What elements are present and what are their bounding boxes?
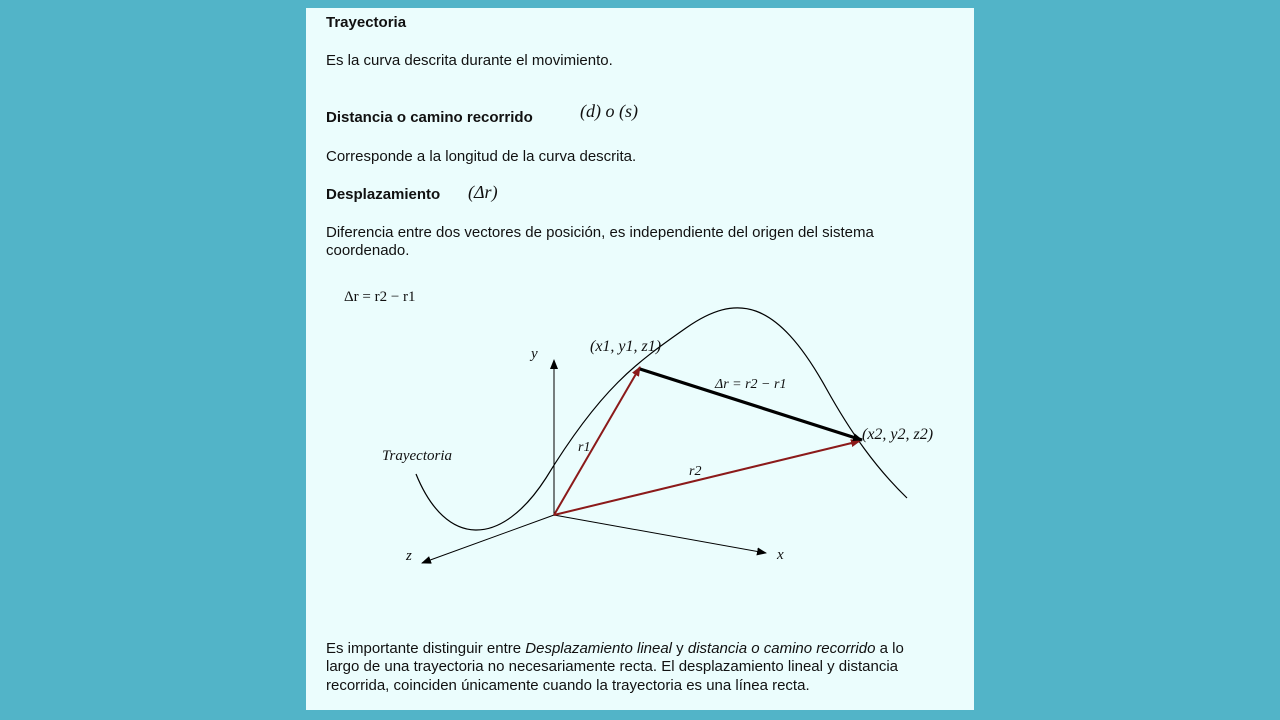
vector-r1: [554, 367, 640, 515]
desplazamiento-symbol: (Δr): [468, 182, 498, 202]
z-axis: [422, 515, 554, 563]
footer-line1-a: Es importante distinguir entre: [326, 640, 526, 657]
vector-r2-label: r2: [689, 464, 702, 479]
vector-r2: [554, 441, 860, 515]
document-page: [306, 8, 974, 710]
trayectoria-definition: Es la curva descrita durante el movimiento.: [326, 52, 613, 69]
displacement-formula: Δr = r2 − r1: [344, 289, 416, 305]
footer-line1: [326, 640, 904, 657]
y-axis-label: y: [531, 346, 538, 362]
footer-line1-e: a lo: [875, 640, 904, 657]
heading-distancia: Distancia o camino recorrido: [326, 109, 533, 126]
z-axis-label: z: [406, 548, 412, 564]
heading-trayectoria: Trayectoria: [326, 14, 407, 31]
footer-line1-c: y: [672, 640, 688, 657]
point2-label: (x2, y2, z2): [862, 426, 934, 443]
displacement-label: Δr = r2 − r1: [715, 377, 787, 392]
x-axis-label: x: [777, 547, 784, 563]
desplazamiento-definition-line2: coordenado.: [326, 242, 410, 259]
trajectory-label: Trayectoria: [382, 448, 452, 464]
footer-line3: recorrida, coinciden únicamente cuando la trayectoria es una línea recta.: [326, 677, 810, 694]
desplazamiento-definition-line1: Diferencia entre dos vectores de posición, es independiente del origen del sistema: [326, 224, 874, 241]
displacement-diagram: [306, 8, 974, 710]
footer-emphasis-desplazamiento: Desplazamiento lineal: [525, 640, 673, 657]
distancia-definition: Corresponde a la longitud de la curva descrita.: [326, 148, 637, 165]
footer-line2: largo de una trayectoria no necesariamente recta. El desplazamiento lineal y distancia: [326, 658, 898, 675]
vector-r1-label: r1: [578, 440, 591, 455]
trajectory-curve: [416, 308, 907, 530]
heading-desplazamiento: Desplazamiento: [326, 186, 441, 203]
x-axis: [554, 515, 766, 553]
point1-label: (x1, y1, z1): [590, 338, 662, 355]
footer-emphasis-distancia: distancia o camino recorrido: [687, 640, 876, 657]
distancia-symbol: (d) o (s): [580, 101, 638, 121]
